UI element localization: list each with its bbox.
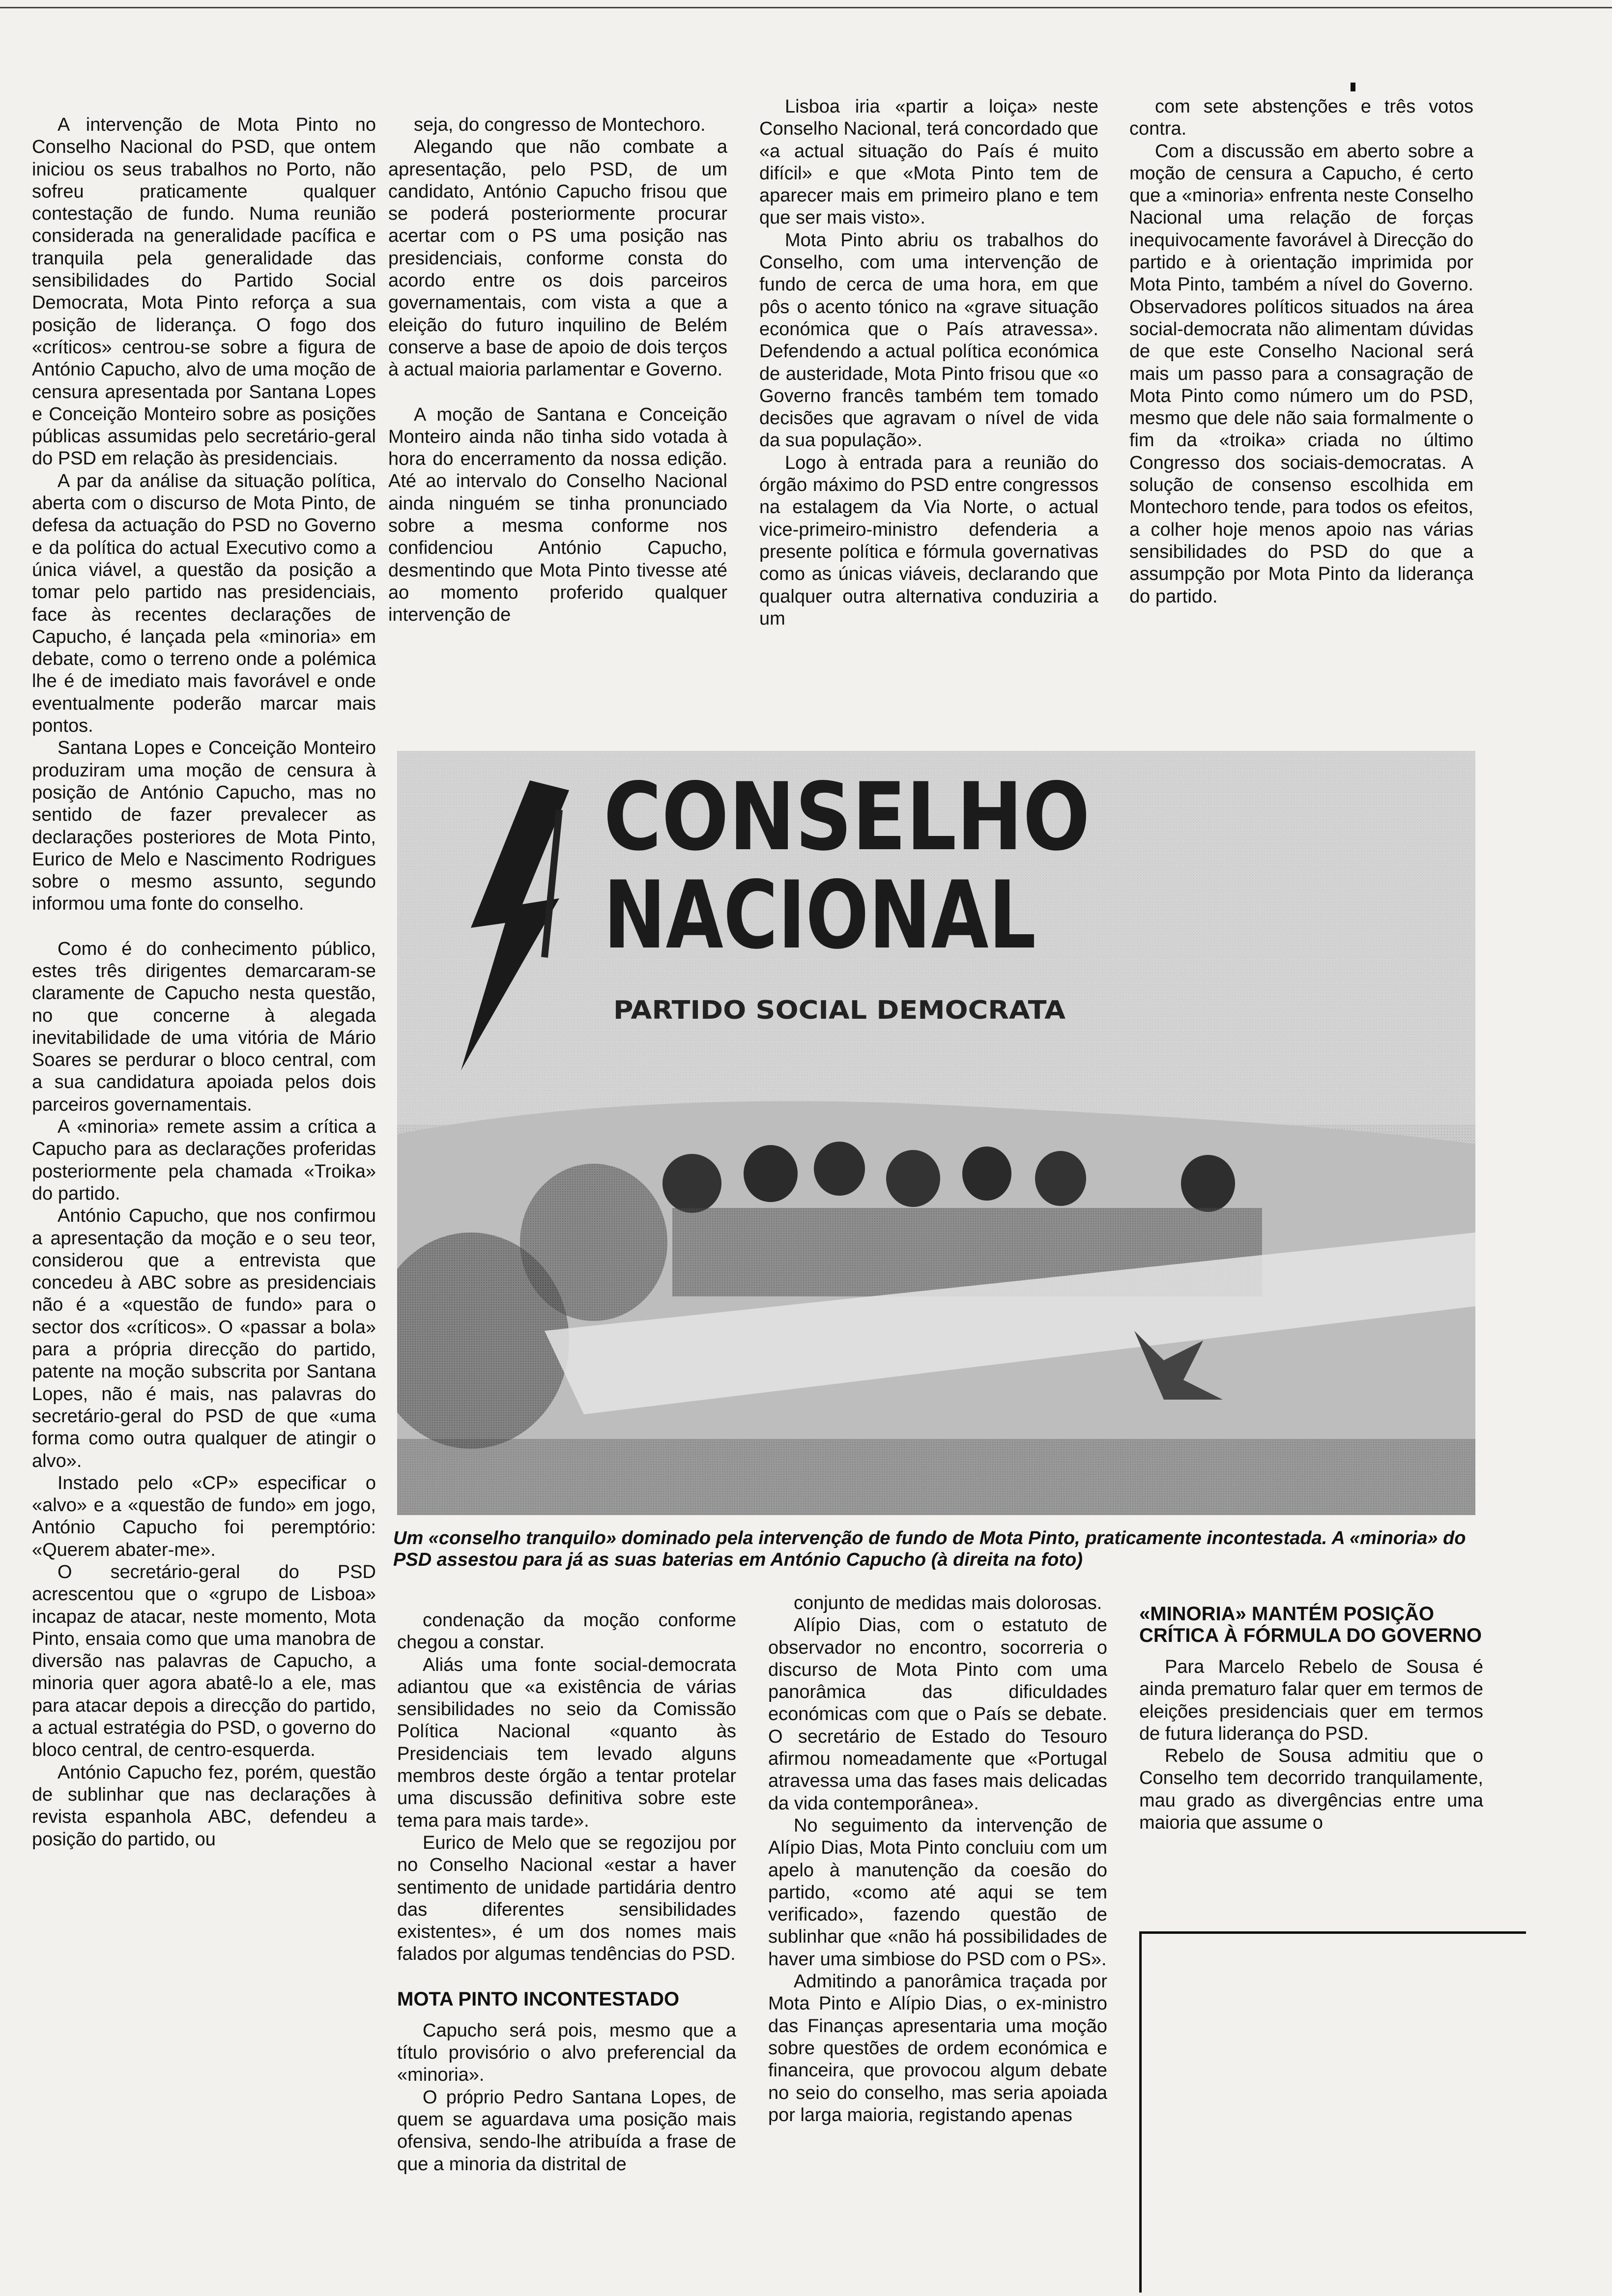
paragraph: A moção de Santana e Conceição Monteiro ainda não tinha sido votada à hora do encerramento da nossa edição. Até ao intervalo do Conselho Nacional ainda ninguém se tinha pronunciado sobre a mesma conforme nos confidenciou António Capucho, desmentindo que Mota Pinto tivesse até ao momento proferido qualquer intervenção de: [388, 404, 727, 626]
paragraph: O secretário-geral do PSD acrescentou que o «grupo de Lisboa» incapaz de atacar, neste momento, Mota Pinto, ensaia como que uma manobra de diversão nas palavras de Capucho, a minoria quer agora abatê-lo a ele, mas para atacar depois a direcção do partido, a actual estratégia do PSD, o governo do bloco central, de centro-esquerda.: [32, 1562, 376, 1761]
paragraph: Mota Pinto abriu os trabalhos do Conselho, com uma intervenção de fundo de cerca de uma hora, em que pôs o acento tónico na «grave situação económica que o País atravessa». Defendendo a actual política económica de austeridade, Mota Pinto frisou que «o Governo francês também tem tomado decisões que agravam o nível de vida da sua população».: [759, 230, 1098, 451]
column-1: [32, 114, 376, 2291]
paragraph: Com a discussão em aberto sobre a moção de censura a Capucho, é certo que a «minoria» enfrenta neste Conselho Nacional uma relação de forças inequivocamente favorável à Direcção do partido e à orientação imprimida por Mota Pinto, também a nível do Governo. Observadores políticos situados na área social-democrata não alimentam dúvidas de que este Conselho Nacional será mais um passo para a consagração de Mota Pinto como número um do PSD, mesmo que dele não saia formalmente o fim da «troika» criada no último Congresso dos sociais-democratas. A solução de consenso escolhida em Montechoro tende, para todos os efeitos, a colher hoje menos apoio nas várias sensibilidades do PSD do que a assumpção por Mota Pinto da liderança do partido.: [1129, 141, 1473, 607]
paragraph: O próprio Pedro Santana Lopes, de quem se aguardava uma posição mais ofensiva, sendo-lhe atribuída a frase de que a minoria da distrital de: [397, 2087, 736, 2175]
paragraph: Eurico de Melo que se regozijou por no Conselho Nacional «estar a haver sentimento de unidade partidária dentro das diferentes sensibilidades existentes», é um dos nomes mais falados por algumas tendências do PSD.: [397, 1832, 736, 1965]
paragraph: Santana Lopes e Conceição Monteiro produziram uma moção de censura à posição de António Capucho, mas no sentido de fazer prevalecer as declarações posteriores de Mota Pinto, Eurico de Melo e Nascimento Rodrigues sobre o mesmo assunto, segundo informou uma fonte do conselho.: [32, 738, 376, 915]
paragraph: Logo à entrada para a reunião do órgão máximo do PSD entre congressos na estalagem da Via Norte, o actual vice-primeiro-ministro defenderia a presente política e fórmula governativas como as únicas viáveis, declarando que qualquer outra alternativa conduziria a um: [759, 452, 1098, 629]
column-3-bottom: [768, 1592, 1107, 2293]
paragraph: António Capucho fez, porém, questão de sublinhar que nas declarações à revista espanhola ABC, defendeu a posição do partido, ou: [32, 1762, 376, 1850]
banner-title-line1: CONSELHO: [604, 763, 1090, 871]
paragraph: Para Marcelo Rebelo de Sousa é ainda prematuro falar quer em termos de eleições presidenciais quer em termos de futura liderança do PSD.: [1139, 1657, 1483, 1744]
paragraph: Alegando que não combate a apresentação, pelo PSD, de um candidato, António Capucho frisou que se poderá posteriormente procurar acertar com o PS uma posição nas presidenciais, conforme consta do acordo entre os dois parceiros governamentais, com vista a que a eleição do futuro inquilino de Belém conserve a base de apoio de dois terços à actual maioria parlamentar e Governo.: [388, 137, 727, 380]
paragraph: A par da análise da situação política, aberta com o discurso de Mota Pinto, de defesa da actuação do PSD no Governo e da política do actual Executivo como a única viável, a questão da posição a tomar pelo partido nas presidenciais, face às recentes declarações de Capucho, é lançada pela «minoria» em debate, como o terreno onde a polémica lhe é de imediato mais favorável e onde eventualmente poderão marcar mais pontos.: [32, 470, 376, 737]
paragraph: A «minoria» remete assim a crítica a Capucho para as declarações proferidas posteriormente pela chamada «Troika» do partido.: [32, 1117, 376, 1204]
column-4-top: [1129, 96, 1473, 746]
paragraph: Rebelo de Sousa admitiu que o Conselho tem decorrido tranquilamente, mau grado as divergências entre uma maioria que assume o: [1139, 1746, 1483, 1834]
paragraph: Alípio Dias, com o estatuto de observador no encontro, socorreria o discurso de Mota Pinto com uma panorâmica das dificuldades económicas com que o País se debate. O secretário de Estado do Tesouro afirmou nomeadamente que «Portugal atravessa uma das fases mais delicadas da vida contemporânea».: [768, 1615, 1107, 1814]
paragraph: A intervenção de Mota Pinto no Conselho Nacional do PSD, que ontem iniciou os seus trabalhos no Porto, não sofreu praticamente qualquer contestação de fundo. Numa reunião considerada na generalidade pacífica e tranquila pela generalidade das sensibilidades do Partido Social Democrata, Mota Pinto reforça a sua posição de liderança. O fogo dos «críticos» centrou-se sobre a figura de António Capucho, alvo de uma moção de censura apresentada por Santana Lopes e Conceição Monteiro sobre as posições públicas assumidas pelo secretário-geral do PSD em relação às presidenciais.: [32, 115, 376, 469]
paragraph: conjunto de medidas mais dolorosas.: [794, 1593, 1102, 1613]
paragraph: Aliás uma fonte social-democrata adiantou que «a existência de várias sensibilidades no seio da Comissão Política Nacional «quanto às Presidenciais tem levado alguns membros deste órgão a tentar protelar uma discussão definitiva sobre este tema para mais tarde».: [397, 1654, 736, 1831]
section-heading: «MINORIA» MANTÉM POSIÇÃO CRÍTICA À FÓRMULA DO GOVERNO: [1139, 1603, 1482, 1646]
top-rule: [0, 7, 1612, 8]
banner-subtitle: PARTIDO SOCIAL DEMOCRATA: [613, 996, 1065, 1025]
paragraph: No seguimento da intervenção de Alípio Dias, Mota Pinto concluiu com um apelo à manutenção da coesão do partido, «como até aqui se tem verificado», fazendo questão de sublinhar que «não há possibilidades de haver uma simbiose do PSD com o PS».: [768, 1815, 1107, 1970]
section-heading: MOTA PINTO INCONTESTADO: [397, 1988, 680, 2010]
paragraph: Capucho será pois, mesmo que a título provisório o alvo preferencial da «minoria».: [397, 2020, 736, 2086]
paragraph: condenação da moção conforme chegou a constar.: [397, 1610, 736, 1653]
column-2-top: [388, 114, 727, 746]
paragraph: Lisboa iria «partir a loiça» neste Conselho Nacional, terá concordado que «a actual situação do País é muito difícil» e que «Mota Pinto tem de aparecer mais em primeiro plano e tem que ser mais visto».: [759, 96, 1098, 229]
column-3-top: [759, 96, 1098, 746]
paragraph: Como é do conhecimento público, estes três dirigentes demarcaram-se claramente de Capucho nesta questão, no que concerne à alegada inevitabilidade de uma vitória de Mário Soares se perdurar o bloco central, com a sua candidatura apoiada pelos dois parceiros governamentais.: [32, 938, 376, 1115]
paragraph: Instado pelo «CP» especificar o «alvo» e a «questão de fundo» em jogo, António Capucho foi peremptório: «Querem abater-me».: [32, 1472, 376, 1560]
photo-caption: Um «conselho tranquilo» dominado pela intervenção de fundo de Mota Pinto, praticamente incontestada. A «minoria» do PSD assestou para já as suas baterias em António Capucho (à direita na foto): [393, 1528, 1466, 1570]
paragraph: seja, do congresso de Montechoro.: [414, 115, 706, 135]
banner-title-line2: NACIONAL: [604, 861, 1036, 970]
empty-box-frame: [1139, 1931, 1526, 2293]
paragraph: Admitindo a panorâmica traçada por Mota Pinto e Alípio Dias, o ex-ministro das Finanças apresentaria uma moção sobre questões de ordem económica e financeira, que provocou algum debate no seio do conselho, mas seria apoiada por larga maioria, registando apenas: [768, 1971, 1107, 2125]
column-2-bottom: [397, 1609, 736, 2293]
column-4-bottom: [1139, 1603, 1483, 1927]
paragraph: António Capucho, que nos confirmou a apresentação da moção e o seu teor, considerou que a entrevista que concedeu à ABC sobre as presidenciais não é a «questão de fundo» para o sector dos «críticos». O «passar a bola» para a própria direcção do partido, patente na moção subscrita por Santana Lopes, não é mais, nas palavras do secretário-geral do PSD de que «uma forma como outra qualquer de atingir o alvo».: [32, 1205, 376, 1471]
photo-illustration: [397, 751, 1475, 1515]
news-photo: [397, 751, 1475, 1515]
paragraph: com sete abstenções e três votos contra.: [1129, 96, 1473, 140]
page-mark: [1351, 83, 1355, 91]
